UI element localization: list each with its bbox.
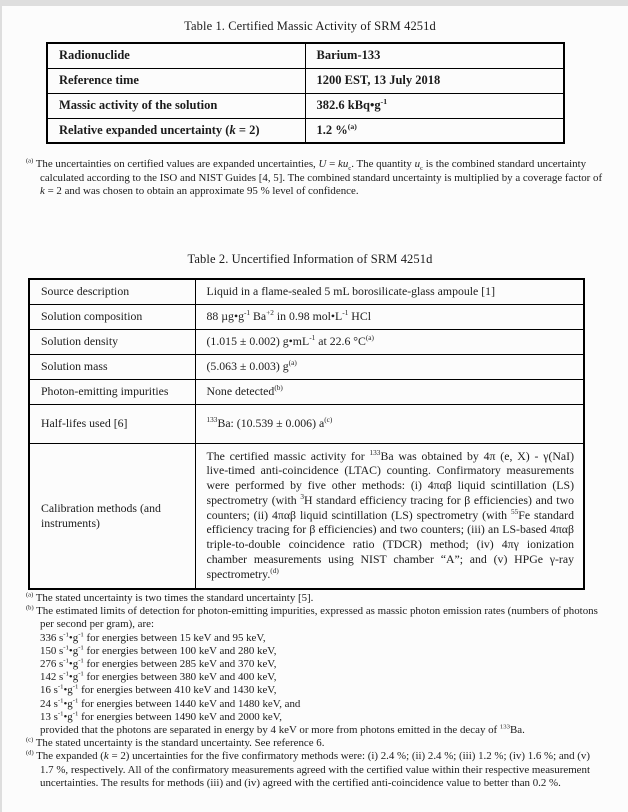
footnote-text: The stated uncertainty is the standard uncertainty. See reference 6. (35, 737, 325, 750)
row-label-cell: Calibration methods (and instruments) (29, 443, 195, 589)
table-row (29, 304, 584, 329)
row-value-cell: None detected$^{(b)}$ (195, 379, 584, 404)
table2-uncertified-information (28, 278, 585, 590)
footnote-marker: (d) (26, 749, 34, 757)
detection-limit-item: 16 $s^{-1}•g^{-1}$ for energies between 410 keV and 1430 keV, (40, 683, 277, 697)
row-value-cell: (5.063 ± 0.003) $g^{(a)}$ (195, 354, 584, 379)
row-label-cell: Source description (29, 279, 195, 304)
table-row (29, 379, 584, 404)
table-row (29, 329, 584, 354)
row-label-cell: Solution mass (29, 354, 195, 379)
table2-caption: Table 2. Uncertified Information of SRM 4251d (187, 252, 433, 266)
footnote-marker: (a) (26, 591, 34, 599)
table2-footnotes (26, 592, 606, 790)
detection-limit-item: 150 $s^{-1}•g^{-1}$ for energies between 100 keV and 280 keV, (40, 644, 277, 657)
footnote-text: The stated uncertainty is two times the standard uncertainty [5]. (35, 592, 314, 604)
table-row (29, 279, 584, 304)
row-value-cell: 88 $\mu g•g^{-1}$ $Ba^{+2}$ in 0.98 $mol•L^{-1}$ HCl (195, 304, 584, 329)
table-row (47, 93, 564, 118)
table-row (47, 68, 564, 93)
footnote-a (26, 592, 606, 605)
detection-limit-item: 142 $s^{-1}•g^{-1}$ for energies between 380 keV and 400 keV, (40, 670, 277, 684)
row-label-cell: Reference time (47, 68, 305, 93)
table-row (47, 118, 564, 143)
row-label-cell: Solution composition (29, 304, 195, 329)
detection-limit-item: 276 $s^{-1}•g^{-1}$ for energies between 285 keV and 370 keV, (40, 657, 277, 671)
detection-limit-item: 24 $s^{-1}•g^{-1}$ for energies between 1440 keV and 1480 keV, and (40, 697, 301, 710)
footnote-b-closing: provided that the photons are separated in energy by 4 keV or more from photons emitted in the decay of $^{133}$Ba. (40, 723, 525, 737)
footnote-c (26, 737, 606, 750)
row-value-cell: 1.2 %$^{(a)}$ (305, 118, 564, 143)
row-label-cell: Radionuclide (47, 43, 305, 68)
table-row (47, 43, 564, 68)
row-value-cell: The certified massic activity for $^{133}$Ba was obtained by 4π (e, X) - γ(NaI) live-timed anti-coincidence (LTAC) counting. Confirmatory measurements were performed by five other methods: (i) 4παβ liquid scintillation (LS) spectrometry (with $^3$H standard efficiency tracing for β efficiencies) and two counters; (ii) 4παβ liquid scintillation (LS) spectrometry (with $^{55}$Fe standard efficiency tracing for β efficiencies) and two counters; (iii) an LS-based 4παβ triple-to-double coincidence ratio (TDCR) method; (iv) 4πγ ionization chamber measurements using NIST chamber “A”; and (v) HPGe γ-ray spectrometry.$^{(d)}$ (195, 443, 584, 589)
footnote-text: The uncertainties on certified values are expanded uncertainties, $U = ku_c$. The quantity $u_c$ is the combined standard uncertainty calculated according to the ISO and NIST Guides [4, 5]. The combined standard uncertainty is multiplied by a coverage factor of k = 2 and was chosen to obtain an approximate 95 % level of confidence. (35, 158, 603, 197)
row-value-cell: 1200 EST, 13 July 2018 (305, 68, 564, 93)
footnote-b (26, 605, 606, 631)
table-row (29, 354, 584, 379)
footnote-marker: (c) (26, 736, 34, 744)
table-row (29, 404, 584, 443)
table1-certified-massic-activity (46, 42, 565, 144)
row-label-cell: Solution density (29, 329, 195, 354)
footnote-marker: (a) (26, 157, 34, 165)
table-row (29, 443, 584, 589)
table1-caption: Table 1. Certified Massic Activity of SRM 4251d (184, 19, 436, 33)
detection-limit-item: 13 $s^{-1}•g^{-1}$ for energies between 1490 keV and 2000 keV, (40, 710, 282, 723)
row-label-cell: Photon-emitting impurities (29, 379, 195, 404)
row-value-cell: Barium-133 (305, 43, 564, 68)
row-label-cell: Relative expanded uncertainty (k = 2) (47, 118, 305, 143)
detection-limit-item: 336 $s^{-1}•g^{-1}$ for energies between 15 keV and 95 keV, (40, 630, 266, 644)
footnote-a (26, 158, 606, 199)
row-value-cell: 382.6 $kBq•g^{-1}$ (305, 93, 564, 118)
row-value-cell: $^{133}$Ba: (10.539 ± 0.006) $a^{(c)}$ (195, 404, 584, 443)
row-value-cell: Liquid in a flame-sealed 5 mL borosilicate-glass ampoule [1] (195, 279, 584, 304)
table1-footnotes (26, 158, 606, 199)
row-label-cell: Massic activity of the solution (47, 93, 305, 118)
row-value-cell: (1.015 ± 0.002) $g•mL^{-1}$ at 22.6 $^\circ C^{(a)}$ (195, 329, 584, 354)
footnote-text: The expanded (k = 2) uncertainties for the five confirmatory methods were: (i) 2.4 %; (ii) 2.4 %; (iii) 1.2 %; (iv) 1.6 %; and (v) 1.7 %, respectively. All of the confirmatory measurements agreed with the certified value within their respective measurement uncertainties. The results for methods (iii) and (iv) agreed with the certified anti-coincidence value to better than 0.2 %. (36, 750, 590, 789)
footnote-text: The estimated limits of detection for photon-emitting impurities, expressed as massic photon emission rates (numbers of photons per second per gram), are: (36, 605, 598, 631)
footnote-marker: (b) (26, 604, 34, 612)
document-page (2, 6, 628, 812)
row-label-cell: Half-lifes used [6] (29, 404, 195, 443)
footnote-d (26, 750, 606, 790)
